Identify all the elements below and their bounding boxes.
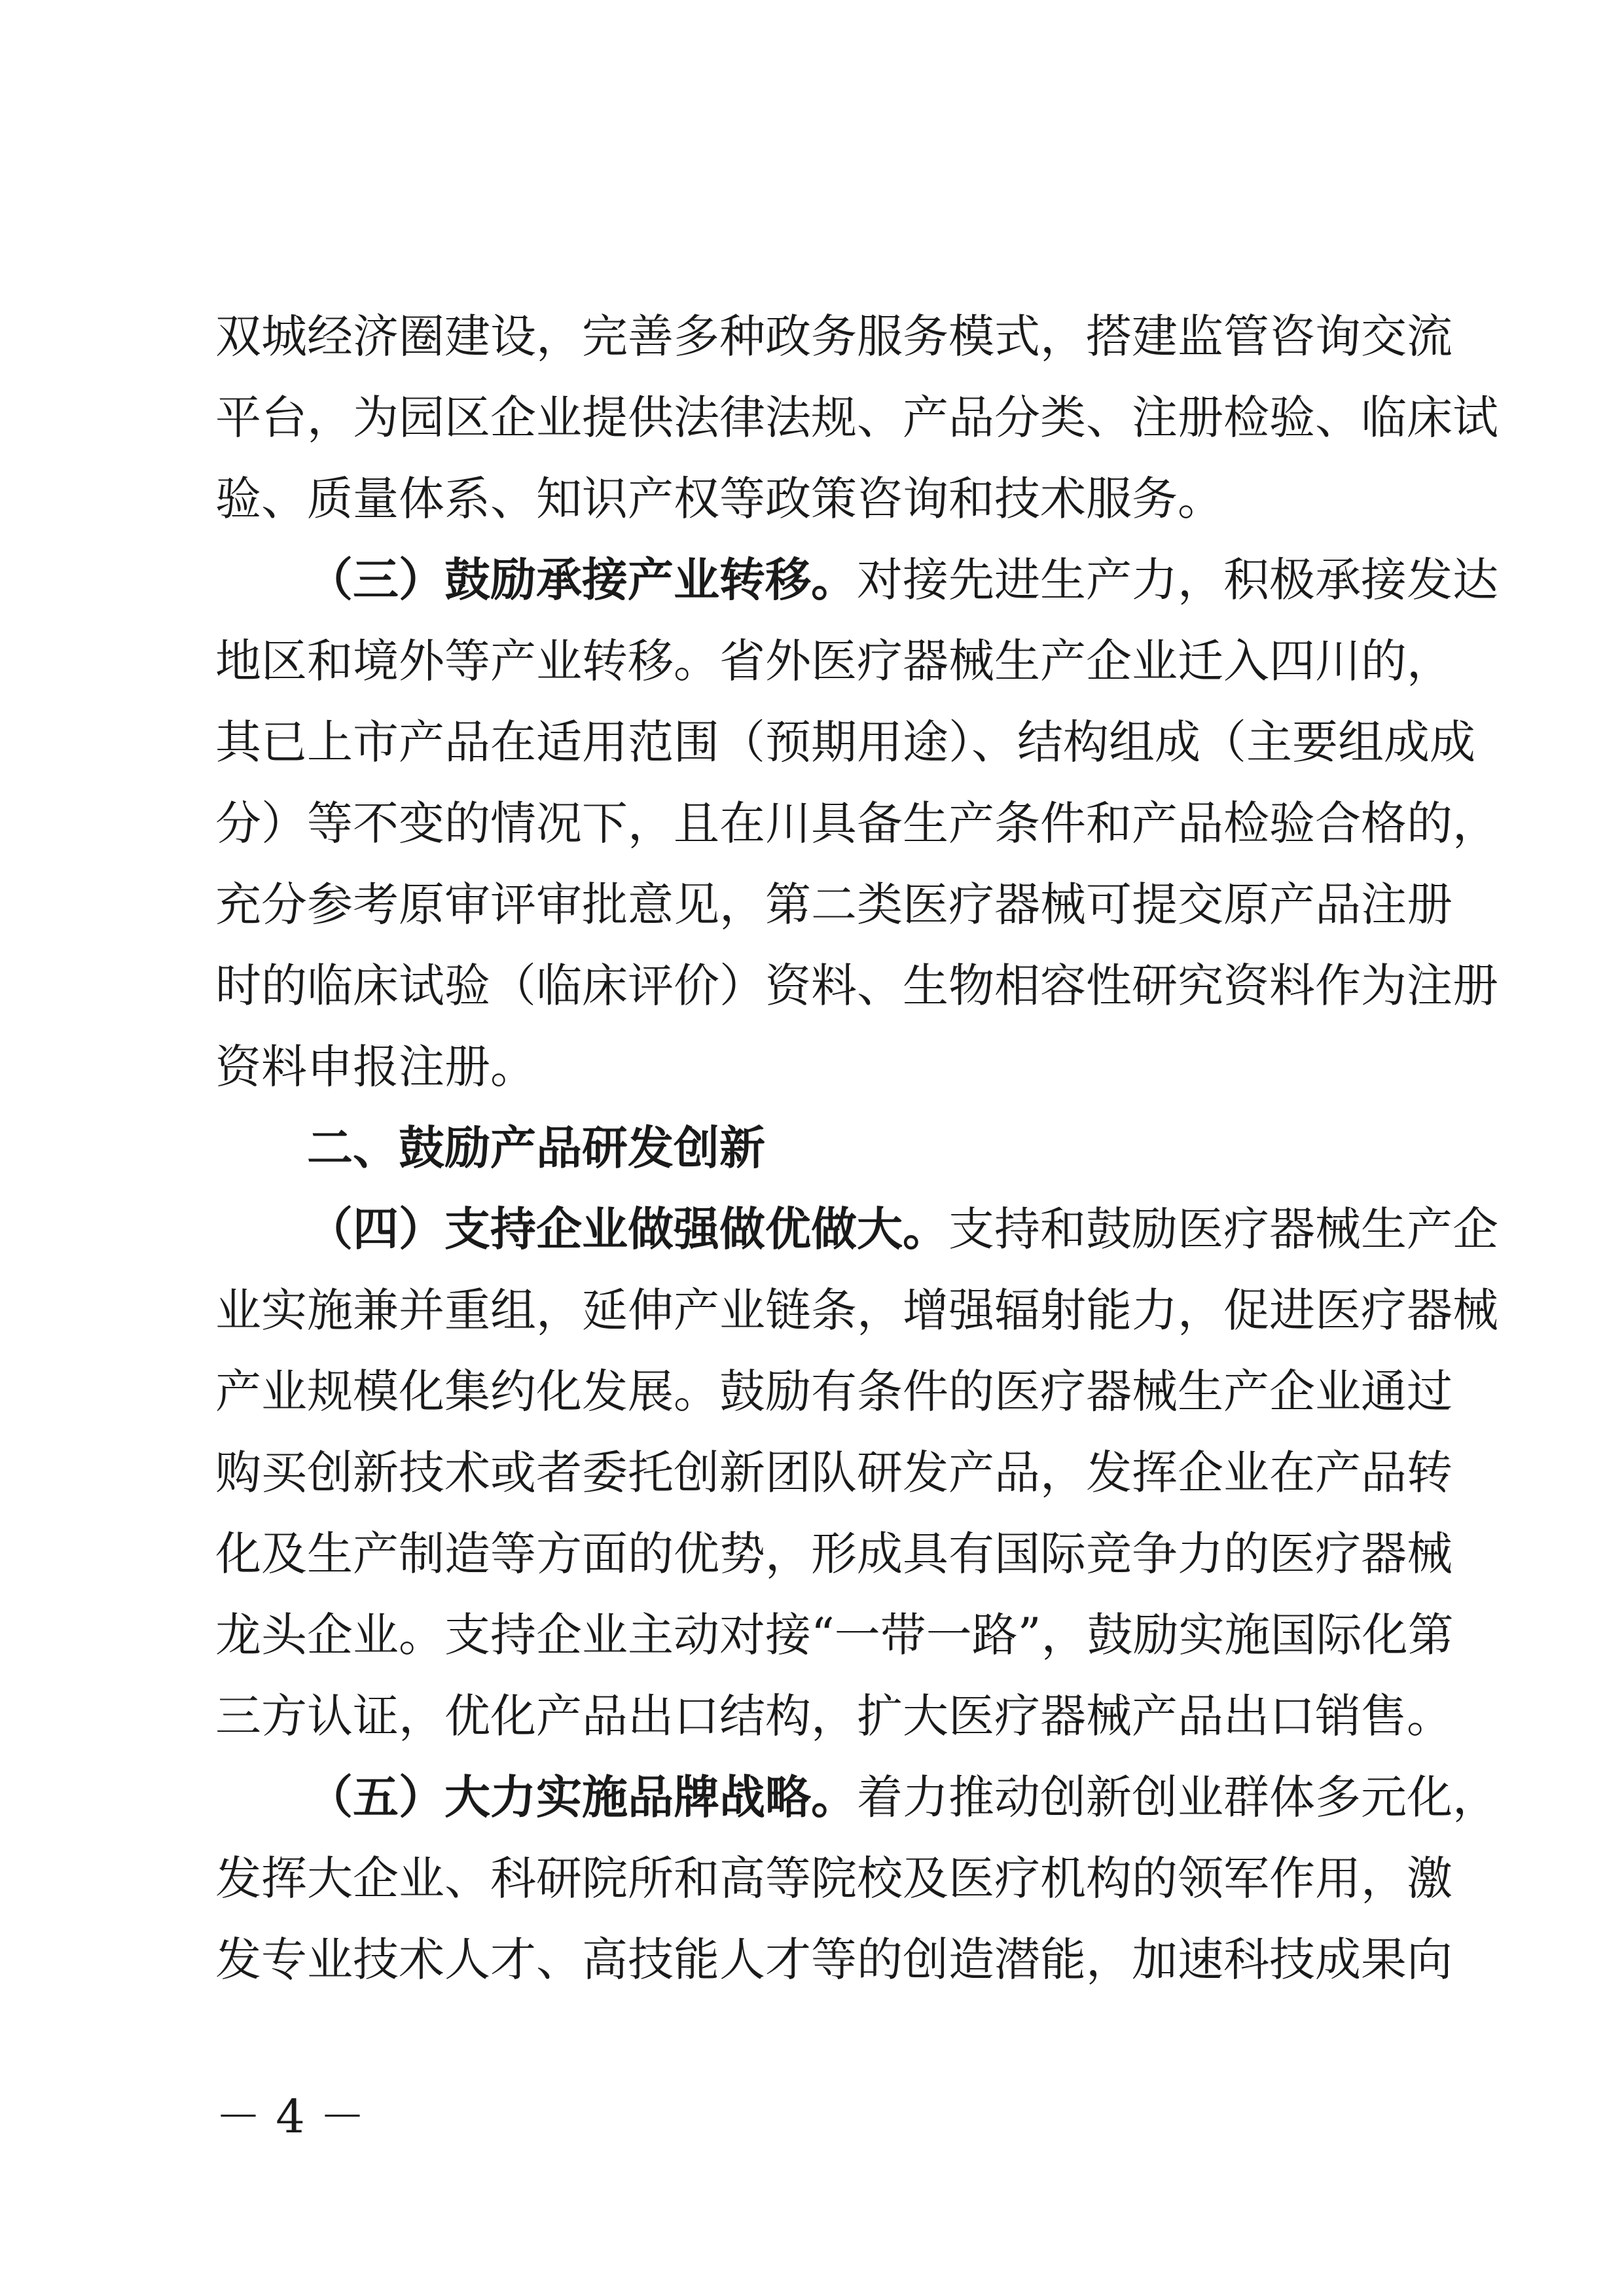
body-line: 业实施兼并重组，延伸产业链条，增强辐射能力，促进医疗器械 <box>215 1283 1498 1337</box>
page-number: － 4 － <box>215 2090 366 2144</box>
body-line: 龙头企业。支持企业主动对接“一带一路”，鼓励实施国际化第 <box>215 1608 1454 1662</box>
body-line: 验、质量体系、知识产权等政策咨询和技术服务。 <box>215 472 1223 526</box>
section-heading: 二、鼓励产品研发创新 <box>307 1121 765 1175</box>
body-line: 分）等不变的情况下，且在川具备生产条件和产品检验合格的， <box>215 797 1498 850</box>
body-line: 平台，为园区企业提供法律法规、产品分类、注册检验、临床试 <box>215 391 1498 444</box>
section-three-title: （三）鼓励承接产业转移。 <box>307 553 857 607</box>
body-line: 发专业技术人才、高技能人才等的创造潜能，加速科技成果向 <box>215 1933 1453 1986</box>
section-three-line <box>307 539 1498 620</box>
section-five-title: （五）大力实施品牌战略。 <box>307 1770 857 1824</box>
body-line: 发挥大企业、科研院所和高等院校及医疗机构的领军作用，激 <box>215 1852 1453 1905</box>
body-line: 购买创新技术或者委托创新团队研发产品，发挥企业在产品转 <box>215 1446 1453 1499</box>
body-line: 地区和境外等产业转移。省外医疗器械生产企业迁入四川的， <box>215 634 1453 688</box>
body-line: 产业规模化集约化发展。鼓励有条件的医疗器械生产企业通过 <box>215 1365 1453 1418</box>
body-line: 时的临床试验（临床评价）资料、生物相容性研究资料作为注册 <box>215 959 1498 1013</box>
section-five-line <box>307 1757 1498 1838</box>
body-text: 支持和鼓励医疗器械生产企 <box>948 1202 1498 1256</box>
body-line: 化及生产制造等方面的优势，形成具有国际竞争力的医疗器械 <box>215 1527 1453 1581</box>
body-line: 三方认证，优化产品出口结构，扩大医疗器械产品出口销售。 <box>215 1689 1453 1743</box>
body-line: 双城经济圈建设，完善多种政务服务模式，搭建监管咨询交流 <box>215 310 1453 363</box>
body-text: 对接先进生产力，积极承接发达 <box>857 553 1498 607</box>
section-four-title: （四）支持企业做强做优做大。 <box>307 1202 948 1256</box>
section-four-line <box>307 1189 1498 1270</box>
body-text: 着力推动创新创业群体多元化， <box>857 1770 1498 1824</box>
body-line: 充分参考原审评审批意见，第二类医疗器械可提交原产品注册 <box>215 878 1453 931</box>
body-line: 资料申报注册。 <box>215 1040 536 1094</box>
body-line: 其已上市产品在适用范围（预期用途）、结构组成（主要组成成 <box>215 715 1475 769</box>
